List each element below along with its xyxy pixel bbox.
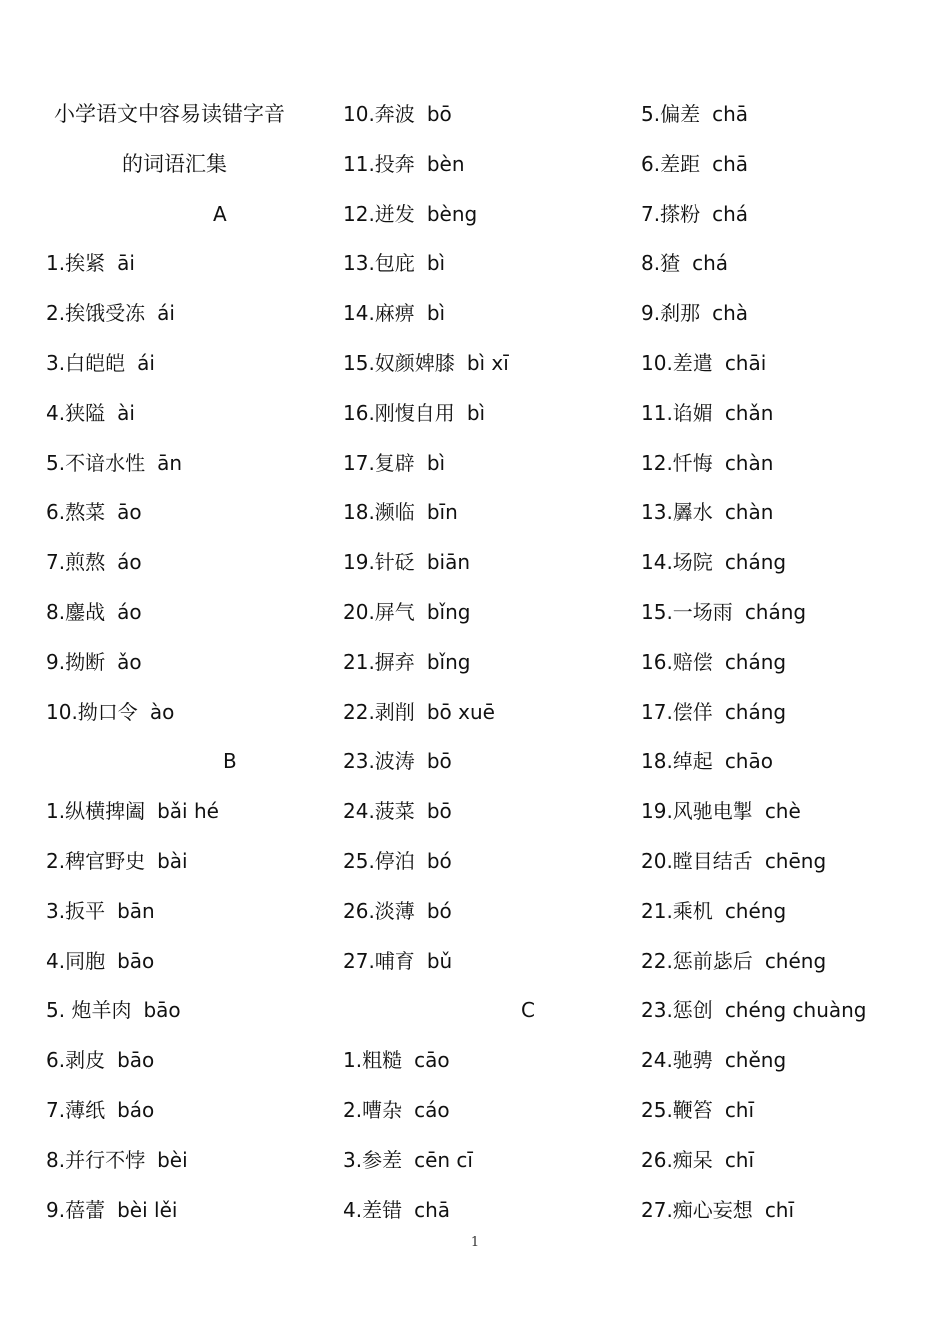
vocab-word: 16.刚愎自用 [343,400,455,425]
column-1 [46,90,316,1235]
vocab-pinyin: chè [764,799,801,824]
vocab-pinyin: bō [426,749,452,774]
vocab-word: 11.谄媚 [641,400,713,425]
vocab-pinyin: chàn [724,450,774,475]
vocab-word: 4.狭隘 [46,400,106,425]
vocab-pinyin: cáo [414,1097,450,1122]
vocab-word: 18.绰起 [641,749,713,774]
vocab-word: 2.稗官野史 [46,848,146,873]
vocab-entry [46,986,316,1036]
vocab-entry [641,190,941,240]
vocab-entry [343,439,633,489]
vocab-pinyin: bó [426,848,452,873]
vocab-word: 26.痴呆 [641,1147,713,1172]
vocab-word: 8.并行不悖 [46,1147,146,1172]
vocab-pinyin: chī [724,1147,755,1172]
vocab-entry [641,90,941,140]
vocab-word: 9.刹那 [641,301,701,326]
vocab-word: 27.哺育 [343,948,415,973]
vocab-word: 21.摒弃 [343,649,415,674]
vocab-entry [46,389,316,439]
vocab-entry [343,588,633,638]
vocab-entry [343,1086,633,1136]
section-b-list-part-2 [343,90,633,986]
vocab-entry [343,389,633,439]
vocab-entry [641,140,941,190]
vocab-pinyin: bì [466,400,486,425]
vocab-entry [641,638,941,688]
vocab-entry [641,1086,941,1136]
vocab-pinyin: biān [426,550,470,575]
vocab-pinyin: ào [149,699,175,724]
vocab-pinyin: chéng [764,948,827,973]
vocab-word: 3.参差 [343,1147,403,1172]
column-2 [343,90,633,1235]
vocab-pinyin: bèn [426,151,465,176]
vocab-word: 2.嘈杂 [343,1097,403,1122]
vocab-pinyin: bǐng [426,649,471,674]
section-a-list [46,239,316,737]
vocab-pinyin: bīn [426,500,458,525]
vocab-entry [641,389,941,439]
vocab-entry [343,488,633,538]
vocab-entry [343,688,633,738]
vocab-pinyin: chá [692,251,729,276]
vocab-entry [46,488,316,538]
vocab-pinyin: cháng [724,699,787,724]
vocab-pinyin: báo [117,1097,155,1122]
section-c-list-part-2 [641,90,941,1235]
vocab-pinyin: bō [426,102,452,126]
vocab-entry [46,339,316,389]
vocab-entry [343,787,633,837]
vocab-entry [343,1186,633,1236]
vocab-word: 7.薄纸 [46,1097,106,1122]
vocab-entry [46,638,316,688]
vocab-word: 1.纵横捭阖 [46,799,146,824]
vocab-pinyin: bāo [117,948,155,973]
vocab-pinyin: bāo [143,998,181,1023]
vocab-word: 5.偏差 [641,102,701,126]
vocab-entry [46,1036,316,1086]
vocab-pinyin: chī [724,1097,755,1122]
vocab-entry [46,887,316,937]
vocab-word: 12.忏悔 [641,450,713,475]
section-b-list-part-1 [46,787,316,1235]
vocab-word: 22.剥削 [343,699,415,724]
vocab-pinyin: chà [712,301,749,326]
vocab-pinyin: cāo [414,1048,450,1073]
vocab-pinyin: bài [157,848,188,873]
vocab-entry [343,90,633,140]
vocab-pinyin: bèng [426,201,478,226]
vocab-pinyin: chéng [724,898,787,923]
vocab-entry [641,339,941,389]
vocab-word: 15.一场雨 [641,599,733,624]
vocab-pinyin: áo [117,599,142,624]
vocab-word: 13.包庇 [343,251,415,276]
vocab-entry [343,339,633,389]
vocab-word: 22.惩前毖后 [641,948,753,973]
vocab-pinyin: bì [426,450,446,475]
vocab-pinyin: chā [414,1197,451,1222]
vocab-pinyin: bǐng [426,599,471,624]
vocab-entry [641,737,941,787]
vocab-word: 11.投奔 [343,151,415,176]
vocab-word: 4.差错 [343,1197,403,1222]
vocab-entry [641,488,941,538]
vocab-word: 6.剥皮 [46,1048,106,1073]
vocab-entry [343,538,633,588]
vocab-entry [641,787,941,837]
vocab-entry [343,887,633,937]
vocab-entry [641,1186,941,1236]
vocab-pinyin: ān [157,450,183,475]
vocab-word: 26.淡薄 [343,898,415,923]
vocab-entry [343,140,633,190]
vocab-word: 25.鞭笞 [641,1097,713,1122]
vocab-word: 27.痴心妄想 [641,1197,753,1222]
vocab-pinyin: āo [117,500,142,525]
vocab-word: 17.复辟 [343,450,415,475]
vocab-word: 2.挨饿受冻 [46,301,146,326]
vocab-pinyin: āi [117,251,135,276]
vocab-word: 5. 炮羊肉 [46,998,132,1023]
vocab-entry [641,887,941,937]
vocab-pinyin: chēng [764,848,827,873]
vocab-entry [46,1136,316,1186]
vocab-word: 12.迸发 [343,201,415,226]
vocab-word: 7.煎熬 [46,550,106,575]
vocab-pinyin: chā [712,151,749,176]
vocab-entry [343,737,633,787]
vocab-entry [46,937,316,987]
vocab-word: 19.针砭 [343,550,415,575]
vocab-word: 23.惩创 [641,998,713,1023]
section-heading-b: B [223,749,237,774]
vocab-entry [46,1086,316,1136]
vocab-word: 7.搽粉 [641,201,701,226]
vocab-pinyin: bō [426,799,452,824]
vocab-entry [46,688,316,738]
vocab-entry [641,538,941,588]
vocab-entry [641,837,941,887]
vocab-word: 25.停泊 [343,848,415,873]
vocab-pinyin: chěng [724,1048,787,1073]
vocab-word: 8.猹 [641,251,681,276]
vocab-entry [343,1136,633,1186]
vocab-pinyin: ǎo [117,649,142,674]
vocab-entry [343,239,633,289]
vocab-pinyin: bǎi hé [157,799,219,824]
vocab-pinyin: chàn [724,500,774,525]
vocab-pinyin: bāo [117,1048,155,1073]
vocab-word: 23.波涛 [343,749,415,774]
vocab-pinyin: bèi lěi [117,1197,178,1222]
vocab-word: 4.同胞 [46,948,106,973]
vocab-entry [343,1036,633,1086]
vocab-entry [46,538,316,588]
vocab-word: 24.菠菜 [343,799,415,824]
vocab-pinyin: bèi [157,1147,188,1172]
vocab-pinyin: chāi [724,350,767,375]
vocab-pinyin: chá [712,201,749,226]
vocab-word: 3.扳平 [46,898,106,923]
vocab-word: 13.羼水 [641,500,713,525]
vocab-word: 21.乘机 [641,898,713,923]
vocab-pinyin: cháng [724,550,787,575]
vocab-word: 19.风驰电掣 [641,799,753,824]
page-number: 1 [470,1235,480,1250]
vocab-pinyin: bō xuē [426,699,495,724]
vocab-pinyin: bān [117,898,155,923]
vocab-entry [46,787,316,837]
vocab-word: 10.差遣 [641,350,713,375]
vocab-pinyin: cháng [744,599,807,624]
vocab-entry [641,1036,941,1086]
vocab-pinyin: ái [137,350,155,375]
vocab-pinyin: chī [764,1197,795,1222]
vocab-entry [46,439,316,489]
document-title-line-1: 小学语文中容易读错字音 [54,102,285,126]
vocab-word: 9.蓓蕾 [46,1197,106,1222]
vocab-pinyin: cēn cī [414,1147,473,1172]
vocab-word: 10.奔波 [343,102,415,126]
vocab-entry [46,588,316,638]
vocab-word: 18.濒临 [343,500,415,525]
vocab-word: 15.奴颜婢膝 [343,350,455,375]
vocab-entry [641,1136,941,1186]
vocab-word: 8.鏖战 [46,599,106,624]
vocab-word: 9.拗断 [46,649,106,674]
vocab-pinyin: bó [426,898,452,923]
vocab-entry [641,289,941,339]
vocab-pinyin: bǔ [426,948,453,973]
vocab-entry [641,588,941,638]
vocab-entry [641,937,941,987]
vocab-word: 6.熬菜 [46,500,106,525]
document-title-line-2: 的词语汇集 [122,151,227,176]
vocab-word: 20.瞠目结舌 [641,848,753,873]
vocab-word: 17.偿佯 [641,699,713,724]
vocab-entry [641,439,941,489]
vocab-pinyin: bì [426,251,446,276]
vocab-pinyin: chāo [724,749,773,774]
vocab-word: 16.赔偿 [641,649,713,674]
vocab-word: 6.差距 [641,151,701,176]
vocab-word: 14.麻痹 [343,301,415,326]
vocab-entry [343,190,633,240]
vocab-word: 20.屏气 [343,599,415,624]
section-c-list-part-1 [343,1036,633,1235]
vocab-entry [641,986,941,1036]
vocab-entry [46,1186,316,1236]
vocab-pinyin: bì xī [466,350,509,375]
vocab-word: 3.白皑皑 [46,350,126,375]
vocab-pinyin: bì [426,301,446,326]
vocab-word: 1.粗糙 [343,1048,403,1073]
vocab-entry [46,837,316,887]
vocab-entry [641,239,941,289]
vocab-entry [46,289,316,339]
vocab-pinyin: ái [157,301,175,326]
vocab-pinyin: cháng [724,649,787,674]
vocab-pinyin: chéng chuàng [724,998,867,1023]
vocab-entry [46,239,316,289]
vocab-word: 14.场院 [641,550,713,575]
vocab-entry [343,289,633,339]
vocab-pinyin: ài [117,400,135,425]
vocab-pinyin: chā [712,102,749,126]
column-3 [641,90,941,1235]
vocab-entry [343,638,633,688]
vocab-entry [641,688,941,738]
vocab-pinyin: chǎn [724,400,774,425]
vocab-pinyin: áo [117,550,142,575]
vocab-word: 5.不谙水性 [46,450,146,475]
section-heading-c: C [521,998,535,1023]
vocab-word: 24.驰骋 [641,1048,713,1073]
section-heading-a: A [213,201,227,226]
vocab-word: 1.挨紧 [46,251,106,276]
vocab-entry [343,837,633,887]
vocab-word: 10.拗口令 [46,699,138,724]
vocab-entry [343,937,633,987]
